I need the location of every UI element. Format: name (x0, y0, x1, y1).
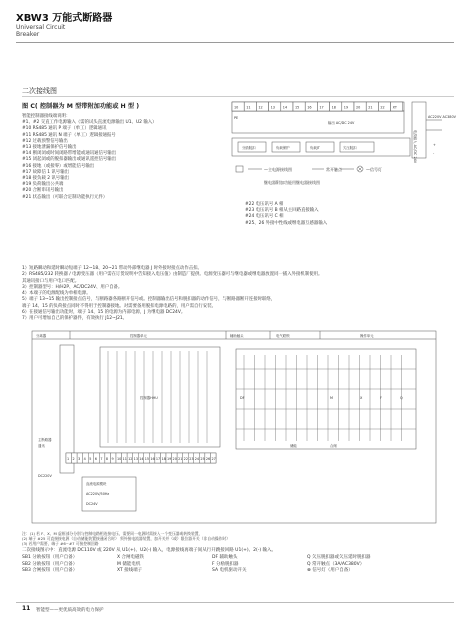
legend-item: SB1 分励按钮（用户自备） (22, 555, 78, 561)
legend-item: M 储能电机 (117, 561, 141, 567)
legend-header: 二次接线图示中：直流电源 DC110V 或 220V 从 U1(+)、U2(-) 输入，电源接线再端子间从行开跳接回路 U1(+)、2(-) 输入。 (22, 548, 277, 553)
output-b-label: 通讯 (38, 444, 45, 448)
bottom-terminal-number: 17 (155, 457, 161, 461)
left-pe-label: PE (234, 116, 239, 120)
output-label: 输出 AC/DC 24V (328, 121, 355, 125)
diagram-head-separator: 分离器 (36, 334, 47, 338)
terminal-line: #14 断闭闭或时间闭路带增能或通讯通信号输出 (22, 151, 117, 157)
bottom-terminal-number: 20 (172, 457, 177, 461)
output-d-label: 合闸 (330, 444, 337, 448)
diagram-head-operation: 操作单元 (360, 334, 374, 338)
footer-text: 智能型——更优质高效的电力保护 (36, 608, 104, 613)
box-label-shunt: 分励脱扣 (242, 146, 256, 150)
terminal-line: #17 故障信 1 讯号输出 (22, 169, 69, 175)
bottom-terminal-number: 19 (167, 457, 172, 461)
bottom-terminal-number: 3 (78, 457, 81, 461)
terminal-line: #11 RS485 通讯 N 端子（单工）逻辑接通报号 (22, 132, 116, 138)
bottom-terminal-number: 22 (183, 457, 188, 461)
legend-item: DF 辅助触头 (212, 555, 238, 561)
bottom-terminal-number: 2 (72, 457, 75, 461)
diagram-head-aux: 辅助触头 (230, 334, 244, 338)
psu-in-label: AC220V/50Hz (86, 492, 110, 496)
terminal-list-right (245, 202, 327, 227)
terminal-line: #15 闭起闭或的脱扣器输出或通讯遥控信号输出 (22, 157, 117, 163)
legend-item: SB3 合闸按钮（用户自备） (22, 568, 78, 574)
legend-item: ⊗ 信号灯（用户自备） (307, 568, 353, 574)
note-line: 4）本端子的电源配线为单相电源。 (22, 291, 91, 297)
output-a-label: 主断路器 (38, 438, 52, 442)
notes-block (22, 266, 322, 323)
bottom-terminal-number: 4 (83, 457, 86, 461)
terminal-number: 13 (270, 105, 275, 110)
legend-row (22, 568, 402, 574)
ac-label: AC220V AC380V (428, 115, 456, 119)
note-line: 端子 14、15 的负荷接点同时不得用于控制器接地。对需要备用脱扣电源电路的，用户需自行安装。 (22, 303, 216, 309)
df-label: DF (240, 396, 245, 400)
dc-label: DC220V (38, 474, 52, 478)
section-title: 二次接线图 (22, 87, 57, 95)
footer-divider (16, 602, 454, 603)
bottom-terminal-number: 16 (150, 457, 155, 461)
bottom-terminal-number: 26 (205, 457, 211, 461)
legend-item: Q 常开触点（3A/AC380V） (307, 561, 365, 567)
page-number: 11 (22, 605, 31, 612)
minus-label: - (433, 151, 435, 155)
terminal-number: 16 (307, 105, 312, 110)
terminal-line: #10 RS485 通讯 P 端子（单工）逻辑通讯 (22, 126, 107, 132)
bottom-terminal-number: 18 (161, 457, 166, 461)
diagram-head-controller: 控制器单元 (130, 334, 147, 338)
box-label-comm: 负载保护 (276, 146, 290, 150)
controller-block-label: 控制器HHU (140, 396, 158, 400)
note-line: 5）端子 13~15 输出控制接点信号，与断路器各路断开信号或。控制器输出信号和脱扣器的动作信号，与断路器断开连接时联络， (22, 297, 276, 303)
terminal-line: #19 负荷输出公共端 (22, 182, 64, 188)
bottom-terminal-number: 6 (94, 457, 97, 461)
terminal-line: #1、#2 交直工作电源输入（需的试头直流电源输出 U1、U2 输入） (22, 120, 157, 126)
bottom-terminal-number: 12 (128, 457, 133, 461)
product-subtitle-line2: Breaker (16, 31, 40, 38)
box-label-tap-a: 欠压脱扣 (343, 146, 357, 150)
terminal-number: 20 (356, 105, 361, 110)
bottom-terminal-number: 8 (105, 457, 109, 461)
section-divider (22, 96, 454, 97)
terminal-number: XT (392, 105, 397, 110)
accessory-wiring-diagram (228, 100, 454, 198)
terminal-number: 17 (319, 105, 324, 110)
terminal-line: #25、26 外接中性线或继电器互感器输入 (245, 220, 328, 226)
bottom-terminal-number: 9 (111, 457, 114, 461)
psu-out-label: DC24V (86, 502, 98, 506)
note-line: 6）在接通信号输出功能时，端子 14、15 的电源为内部电源，J 为继电器 DC24V。 (22, 310, 186, 316)
legend-aux-contact: 常开触点 (326, 167, 342, 172)
header-divider (16, 42, 454, 43)
legend-item: X 合闸电磁铁 (117, 555, 145, 561)
bottom-terminal-number: 14 (139, 457, 144, 461)
legend-item: SA 电机驱动开关 (212, 568, 247, 574)
legend-item: XT 接线端子 (117, 568, 143, 574)
terminal-line: #21 状态输出（可联合定制功能执行元件） (22, 194, 108, 200)
product-title: XBW3 万能式断路器 (16, 13, 113, 24)
bottom-terminal-number: 27 (211, 457, 216, 461)
legend-main-wiring: —主电源接线图 (264, 167, 292, 172)
terminal-number: 15 (295, 105, 300, 110)
terminal-number: 18 (331, 105, 336, 110)
terminal-number: 10 (234, 105, 239, 110)
terminal-line: #13 接地泄漏保护信号输出 (22, 145, 77, 151)
terminal-line: #12 过载预警信号输出 (22, 138, 68, 144)
diagram-head-interlock: 电气联锁 (276, 334, 290, 338)
terminal-line: #23 电压讯号 B 相从主回路直接输入 (245, 208, 319, 214)
terminal-number: 21 (368, 105, 373, 110)
terminal-list-left (22, 114, 157, 201)
terminal-line: #18 接负载 2 讯号输出 (22, 176, 69, 182)
legend-caption: 继电器附加功能用继电器接线图 (264, 180, 320, 185)
bottom-terminal-number: 1 (67, 457, 70, 461)
note-line: 1）短路瞬动和延时瞬动短端子 12~18、20~21 带动外部继电器 J 时外接时接点动作击扣。 (22, 266, 202, 271)
bottom-terminal-number: 5 (89, 457, 92, 461)
terminal-number: 12 (258, 105, 263, 110)
secondary-wiring-diagram (30, 329, 440, 525)
bottom-terminal-number: 21 (178, 457, 183, 461)
terminal-line: #24 电压讯号 C 相 (245, 214, 284, 220)
legend-item: Q 欠压脱扣器或欠压延时脱扣器 (307, 555, 371, 561)
bottom-terminal-number: 15 (144, 457, 150, 461)
terminal-number: 11 (246, 105, 251, 110)
output-c-label: 储能 (290, 444, 297, 448)
bottom-terminal-number: 24 (194, 457, 200, 461)
note-line: 其通讯接口与用户电口匹配。 (22, 278, 80, 284)
plus-label: + (433, 143, 436, 147)
legend-signal-lamp: —信号灯 (366, 167, 382, 172)
bottom-terminal-number: 25 (200, 457, 205, 461)
terminal-number: 22 (380, 105, 385, 110)
q-label: Q (400, 396, 403, 400)
terminal-line: #22 电压讯号 A 相 (245, 202, 284, 207)
bottom-terminal-number: 11 (122, 457, 127, 461)
bottom-terminal-number: 13 (133, 457, 138, 461)
x-label: X (360, 396, 363, 400)
diagram-note-line: (2) 端子 #25 可直接接电源（自动储能装置接通闭合时） 须外接电流器装置，加开关并（或）限位器开关（非自动操作时） (22, 536, 231, 542)
bottom-terminal-number: 23 (189, 457, 194, 461)
terminal-number: 14 (282, 105, 288, 110)
note-line: 3）控制器型号：H/H2P、AC/DC24V、用户自备。 (22, 284, 123, 290)
box-label-tap-b: 负载JT (310, 146, 320, 150)
diagram-notes (22, 531, 230, 547)
diagram-note-line: 注：(1) 若 F、X、M 虚框部分分别与控制电路相连接电压，需要同一电源时需接入一个变压器或转换装置， (22, 531, 203, 536)
bottom-terminal-number: 7 (100, 457, 103, 461)
legend-item: SB2 分励按钮（用户自备） (22, 561, 78, 567)
terminal-line: #16 接地（或接零）或增能信号输出 (22, 163, 95, 169)
legend-item: F 分励脱扣器 (212, 561, 239, 567)
terminal-line: #20 合断串讯号输出 (22, 188, 64, 194)
legend-block (22, 548, 402, 575)
m-label: M (330, 396, 333, 400)
terminal-number: 19 (343, 105, 349, 110)
diagram-note-line: (3) 若用户需要，端子 #6~#7 可接控制回路 (22, 541, 99, 547)
terminal-line: 智能控制器接线端说明： (22, 114, 71, 119)
figure-title: 图 C( 控制器为 M 型带附加功能或 H 型 ) (22, 103, 140, 110)
note-line: 7）用户可增加自己的保护器件，有效执行 J12~J21。 (22, 316, 128, 322)
product-subtitle-line1: Universal Circuit (16, 24, 66, 31)
note-line: 2）RS485/232 转换器 / 电源变压器（用户需在订货说明中告知接入电压值）由制造厂提供。电源变压器可与继电器或继电器放置同一插入外接机制使用。 (22, 272, 323, 278)
psu-label: 直流电源模块 (86, 482, 107, 486)
power-in-label: 电源输入 AC/DC 24V (413, 130, 417, 164)
f-label: F (380, 396, 382, 400)
bottom-terminal-number: 10 (117, 457, 122, 461)
